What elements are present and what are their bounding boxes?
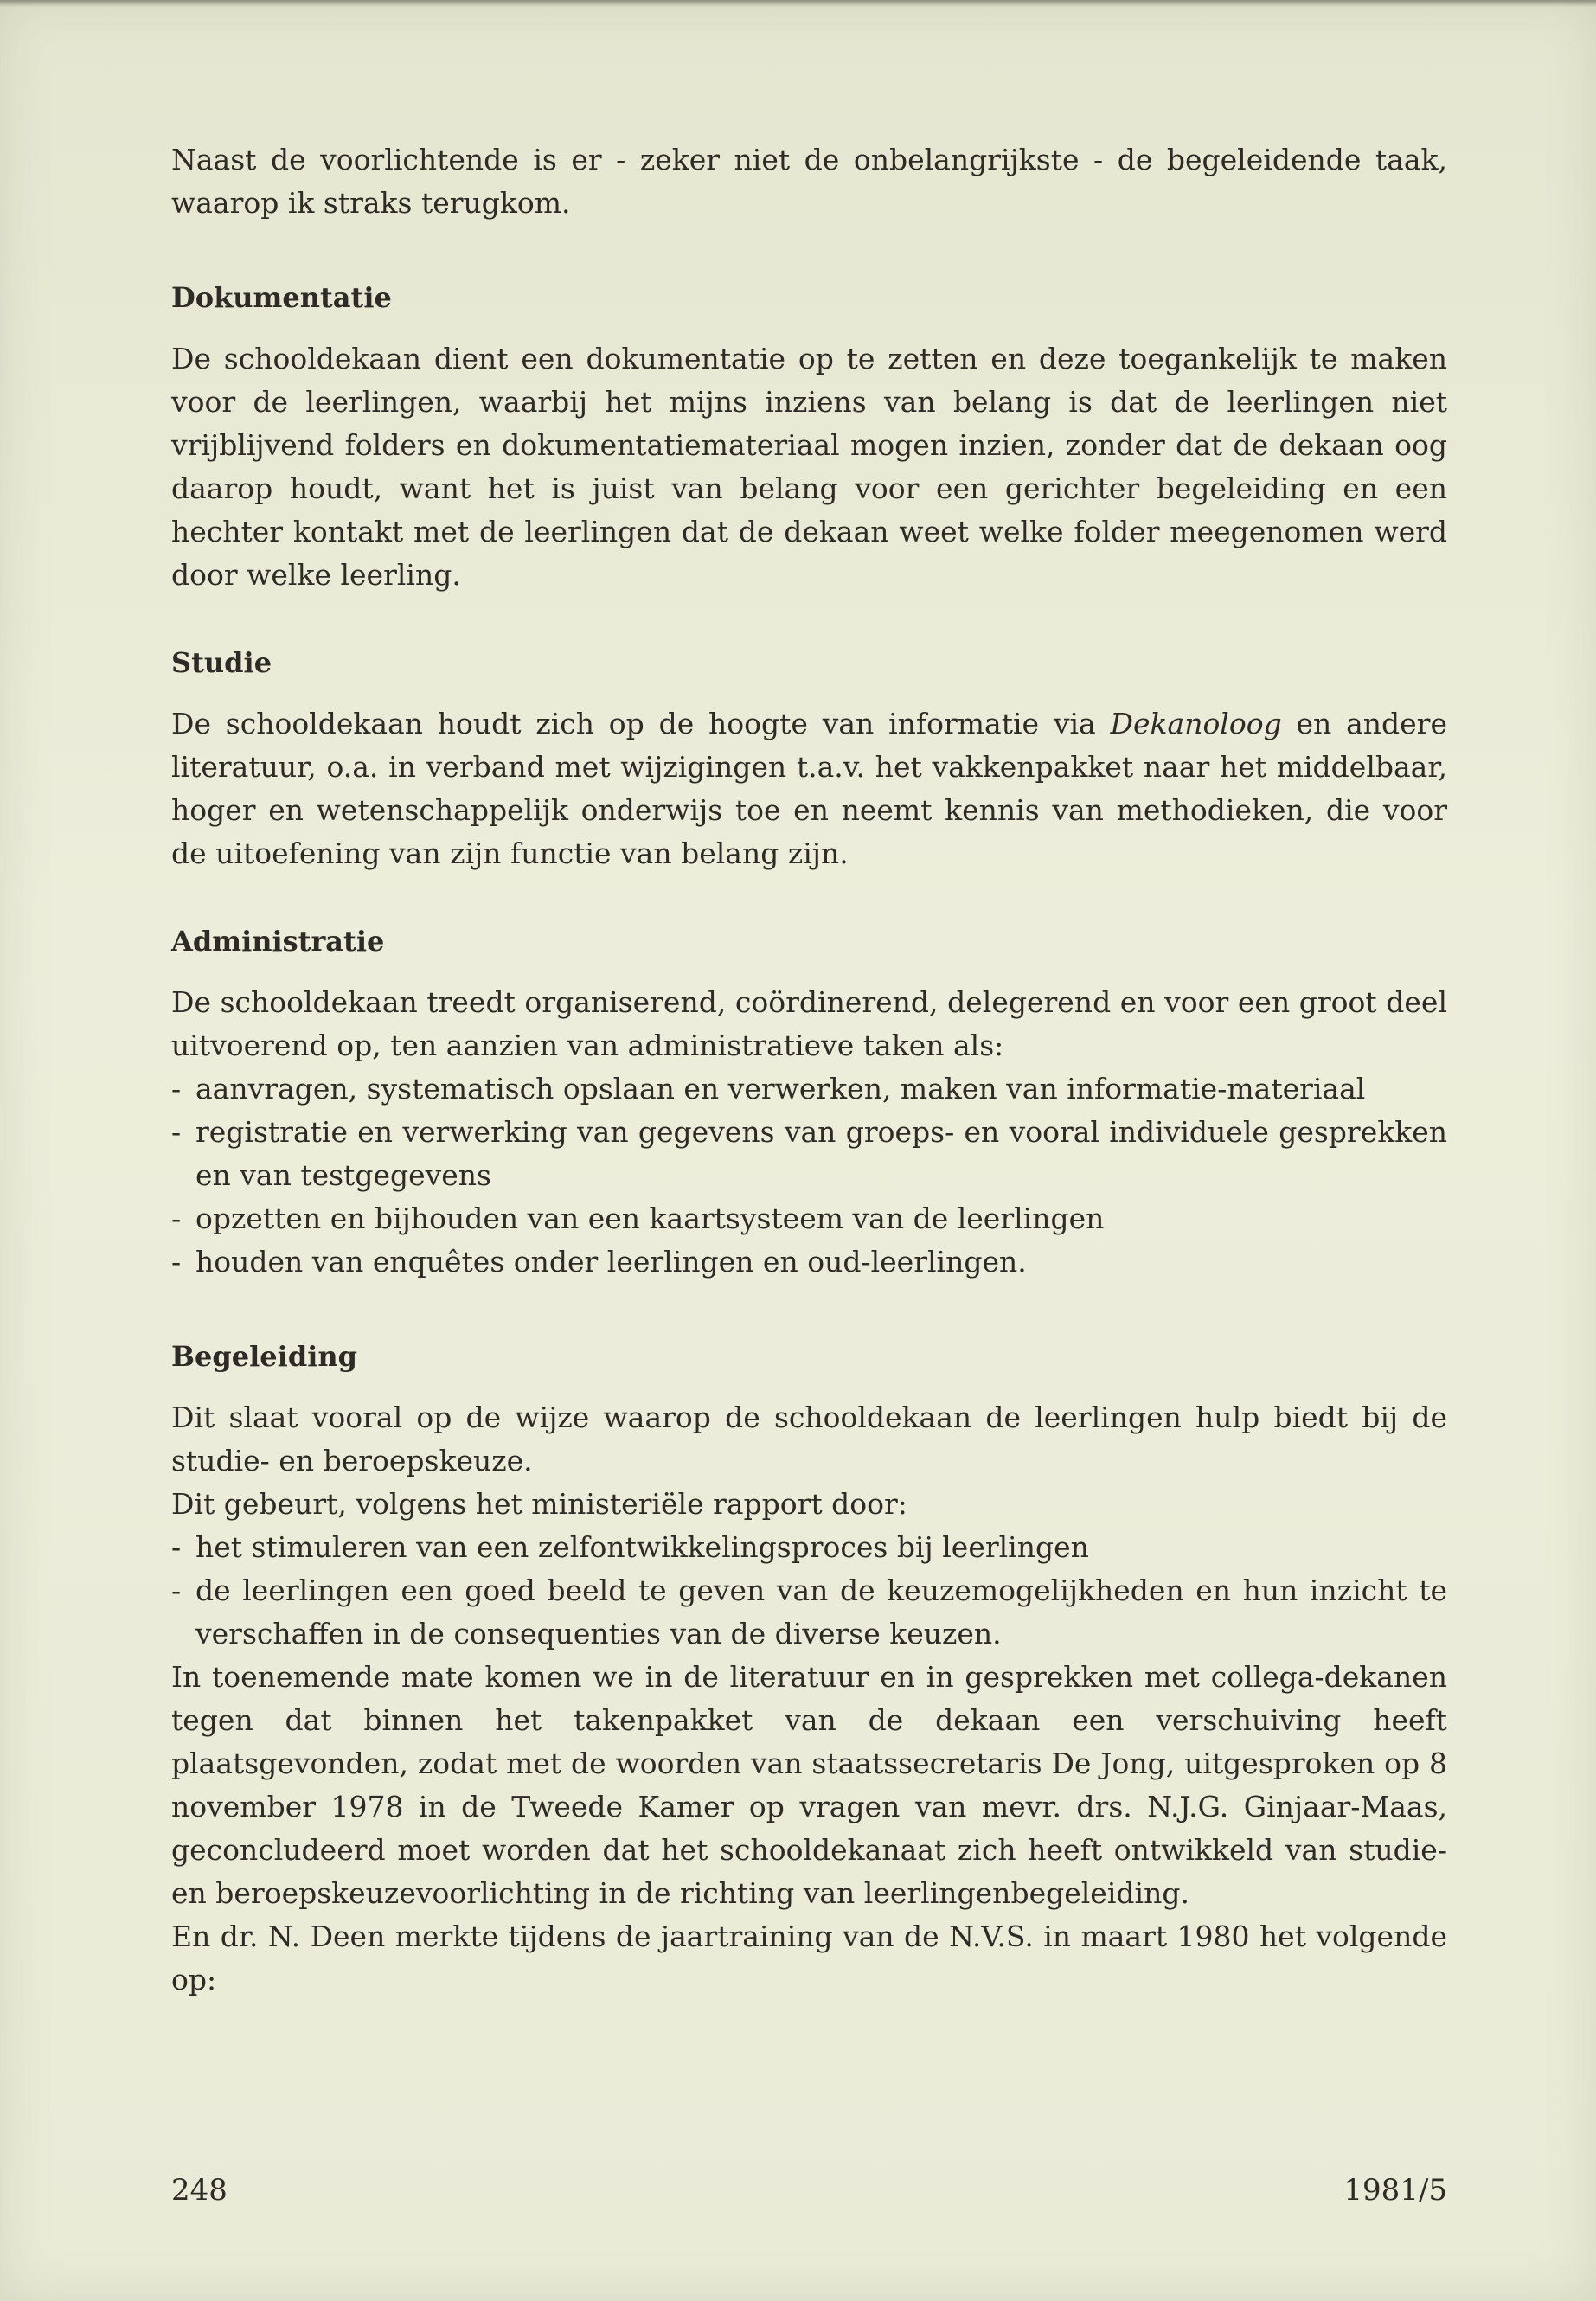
begeleiding-paragraph-2: Dit gebeurt, volgens het ministeriële rapport door: [171,1487,907,1521]
begeleiding-paragraph-1: Dit slaat vooral op de wijze waarop de schooldekaan de leerlingen hulp biedt bij de studie- en beroepskeuze. [171,1400,1447,1477]
administratie-paragraph: De schooldekaan treedt organiserend, coördinerend, delegerend en voor een groot deel uitvoerend op, ten aanzien van administratieve taken als: [171,985,1447,1062]
begeleiding-paragraph-4: En dr. N. Deen merkte tijdens de jaartraining van de N.V.S. in maart 1980 het volgende op: [171,1920,1447,1997]
page-content [171,138,1447,2002]
heading-administratie: Administratie [171,925,385,958]
issue-number: 1981/5 [1343,2173,1447,2208]
page-number: 248 [171,2173,228,2208]
heading-begeleiding: Begeleiding [171,1340,357,1373]
list-item: - opzetten en bijhouden van een kaartsysteem van de leerlingen [171,1197,1447,1240]
begeleiding-paragraph-3: In toenemende mate komen we in de literatuur en in gesprekken met collega-dekanen tegen dat binnen het takenpakket van de dekaan een verschuiving heeft plaatsgevonden, zodat met de woorden van staatssecretaris De Jong, uitgesproken op 8 november 1978 in de Tweede Kamer op vragen van mevr. drs. N.J.G. Ginjaar-Maas, geconcludeerd moet worden dat het schooldekanaat zich heeft ontwikkeld van studie- en beroepskeuzevoorlichting in de richting van leerlingenbegeleiding. [171,1660,1447,1910]
list-item: - registratie en verwerking van gegevens van groeps- en vooral individuele gesprekken en van testgegevens [171,1111,1447,1197]
studie-text-before: De schooldekaan houdt zich op de hoogte van informatie via [171,707,1111,740]
intro-paragraph: Naast de voorlichtende is er - zeker niet de onbelangrijkste - de begeleidende taak, waarop ik straks terugkom. [171,143,1447,220]
scan-edge-shadow [0,0,1596,7]
heading-dokumentatie: Dokumentatie [171,281,392,314]
list-item: - aanvragen, systematisch opslaan en verwerken, maken van informatie-materiaal [171,1067,1447,1111]
begeleiding-list [171,1526,1447,1656]
dokumentatie-paragraph: De schooldekaan dient een dokumentatie op te zetten en deze toegankelijk te maken voor de leerlingen, waarbij het mijns inziens van belang is dat de leerlingen niet vrijblijvend folders en dokumentatiemateriaal mogen inzien, zonder dat de dekaan oog daarop houdt, want het is juist van belang voor een gerichter begeleiding en een hechter kontakt met de leerlingen dat de dekaan weet welke folder meegenomen werd door welke leerling. [171,342,1447,592]
studie-publication-title: Dekanoloog [1110,707,1282,740]
heading-studie: Studie [171,646,272,679]
administratie-list [171,1067,1447,1284]
list-item: - de leerlingen een goed beeld te geven van de keuzemogelijkheden en hun inzicht te verschaffen in de consequenties van de diverse keuzen. [171,1569,1447,1656]
studie-paragraph [171,702,1447,875]
list-item: - houden van enquêtes onder leerlingen en oud-leerlingen. [171,1240,1447,1284]
studie-text-after: en andere literatuur, o.a. in verband met wijzigingen t.a.v. het vakkenpakket naar het middelbaar, hoger en wetenschappelijk onderwijs toe en neemt kennis van methodieken, die voor de uitoefening van zijn functie van belang zijn. [171,707,1447,870]
list-item: - het stimuleren van een zelfontwikkelingsproces bij leerlingen [171,1526,1447,1569]
